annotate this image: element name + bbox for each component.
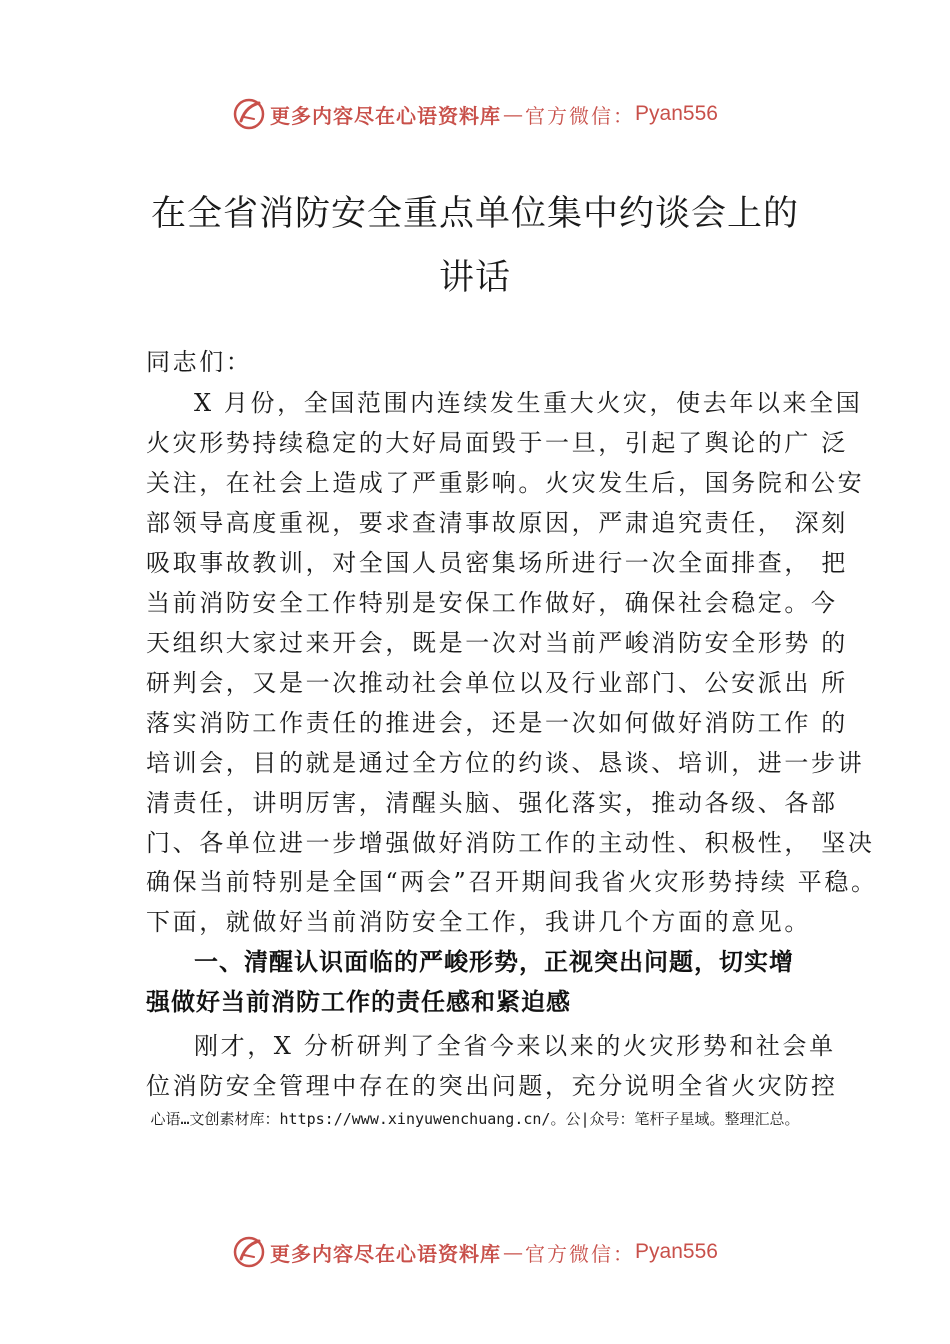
footer-source-note: 心语…文创素材库：https://www.xinyuwenchuang.cn/。公|众号：笔杆子星域。整理汇总。 [150, 1110, 800, 1128]
bottom-watermark-banner [0, 1232, 950, 1272]
watermark-wechat-label: 官方微信： [525, 103, 636, 128]
paragraph-1-line: 研判会，又是一次推动社会单位以及行业部门、公安派出 所 [146, 669, 848, 697]
paragraph-1-line: 关注，在社会上造成了严重影响。火灾发生后，国务院和公安 [146, 469, 865, 497]
watermark-separator: — [503, 102, 524, 126]
paragraph-1-line: X 月份，全国范围内连续发生重大火灾，使去年以来全国 [194, 389, 863, 417]
watermark-wechat-id: Pyan556 [635, 1240, 718, 1263]
brand-logo-icon [232, 97, 266, 131]
paragraph-2-line: 刚才，X 分析研判了全省今来以来的火灾形势和社会单 [194, 1032, 836, 1060]
watermark-brand-text: 更多内容尽在心语资料库 [270, 103, 502, 128]
paragraph-1-line: 天组织大家过来开会，既是一次对当前严峻消防安全形势 的 [146, 629, 848, 657]
paragraph-2-line: 位消防安全管理中存在的突出问题，充分说明全省火灾防控 [146, 1072, 838, 1100]
paragraph-1-line: 火灾形势持续稳定的大好局面毁于一旦，引起了舆论的广 泛 [146, 429, 848, 457]
section-1-heading-line-1: 一、清醒认识面临的严峻形势，正视突出问题，切实增 [194, 948, 794, 976]
paragraph-1-line: 当前消防安全工作特别是安保工作做好，确保社会稳定。今 [146, 589, 838, 617]
paragraph-1-line: 培训会，目的就是通过全方位的约谈、恳谈、培训，进一步讲 [146, 749, 865, 777]
watermark-brand-text: 更多内容尽在心语资料库 [270, 1241, 502, 1266]
paragraph-1-line: 落实消防工作责任的推进会，还是一次如何做好消防工作 的 [146, 709, 848, 737]
paragraph-1-line: 下面，就做好当前消防安全工作，我讲几个方面的意见。 [146, 908, 811, 936]
paragraph-1-line: 确保当前特别是全国“两会”召开期间我省火灾形势持续 平稳。 [146, 868, 878, 896]
watermark-separator: — [503, 1240, 524, 1264]
paragraph-1-line: 门、各单位进一步增强做好消防工作的主动性、积极性， 坚决 [146, 829, 875, 857]
top-watermark-banner [0, 94, 950, 134]
paragraph-1-line: 吸取事故教训，对全国人员密集场所进行一次全面排查， 把 [146, 549, 848, 577]
document-title-line-2: 讲话 [438, 258, 511, 298]
section-1-heading-line-2: 强做好当前消防工作的责任感和紧迫感 [146, 988, 571, 1016]
brand-logo-icon [232, 1235, 266, 1269]
paragraph-1-line: 清责任，讲明厉害，清醒头脑、强化落实，推动各级、各部 [146, 789, 838, 817]
watermark-wechat-id: Pyan556 [635, 102, 718, 125]
watermark-wechat-label: 官方微信： [525, 1241, 636, 1266]
salutation: 同志们： [146, 348, 253, 376]
document-title-line-1: 在全省消防安全重点单位集中约谈会上的 [150, 194, 799, 234]
paragraph-1-line: 部领导高度重视，要求查清事故原因，严肃追究责任， 深刻 [146, 509, 848, 537]
